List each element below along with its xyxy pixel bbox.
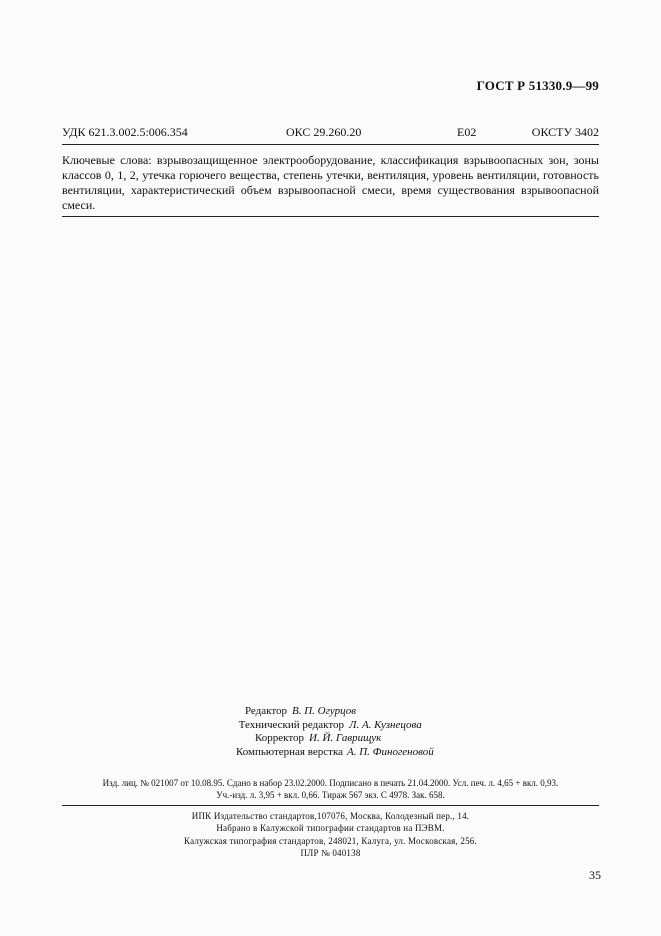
publisher-line: Набрано в Калужской типографии стандартов на ПЭВМ. xyxy=(216,823,445,834)
group-code: Е02 xyxy=(457,125,477,139)
credits-block xyxy=(0,705,661,759)
credit-name: И. Й. Гаврищук xyxy=(309,732,382,744)
okstu-code: ОКСТУ 3402 xyxy=(531,125,599,139)
publisher-line: ИПК Издательство стандартов,107076, Москва, Колодезный пер., 14. xyxy=(191,811,470,821)
credit-name: А. П. Финогеновой xyxy=(347,745,434,758)
print-info-line: Уч.-изд. л. 3,95 + вкл. 0,66. Тираж 567 экз. С 4978. Зак. 658. xyxy=(216,790,445,800)
keywords-divider xyxy=(62,216,599,217)
credit-tech-editor xyxy=(0,719,661,733)
udk-code: УДК 621.3.002.5:006.354 xyxy=(62,125,188,139)
keywords-paragraph: Ключевые слова: взрывозащищенное электрооборудование, классификация взрывоопасных зон, зоны классов 0, 1, 2, утечка горючего вещества, степень утечки, вентиляция, уровень вентиляции, готовность вентиляции, характеристический объем взрывоопасной смеси, время существования взрывоопасной смеси. xyxy=(62,153,599,212)
credit-layout xyxy=(0,746,661,760)
print-info-line: Изд. лиц. № 021007 от 10.08.95. Сдано в набор 23.02.2000. Подписано в печать 21.04.2000. Усл. печ. л. 4,65 + вкл. 0,93. xyxy=(102,778,559,788)
credit-label: Технический редактор xyxy=(238,718,344,731)
credit-name: В. П. Огурцов xyxy=(292,705,357,717)
credit-corrector xyxy=(0,732,661,746)
publisher-info xyxy=(0,810,661,859)
print-info xyxy=(0,777,661,801)
imprint-divider xyxy=(62,805,599,806)
credit-editor xyxy=(0,705,661,719)
top-divider xyxy=(62,144,599,145)
publisher-line: ПЛР № 040138 xyxy=(300,847,361,858)
page-number: 35 xyxy=(589,868,601,882)
credit-name: Л. А. Кузнецова xyxy=(349,718,422,731)
document-code: ГОСТ Р 51330.9—99 xyxy=(476,78,599,93)
publisher-line: Калужская типография стандартов, 248021, Калуга, ул. Московская, 256. xyxy=(184,835,477,846)
credit-label: Редактор xyxy=(244,705,287,717)
credit-label: Корректор xyxy=(254,732,304,744)
credit-label: Компьютерная верстка xyxy=(235,745,343,758)
oks-code: ОКС 29.260.20 xyxy=(286,125,362,139)
